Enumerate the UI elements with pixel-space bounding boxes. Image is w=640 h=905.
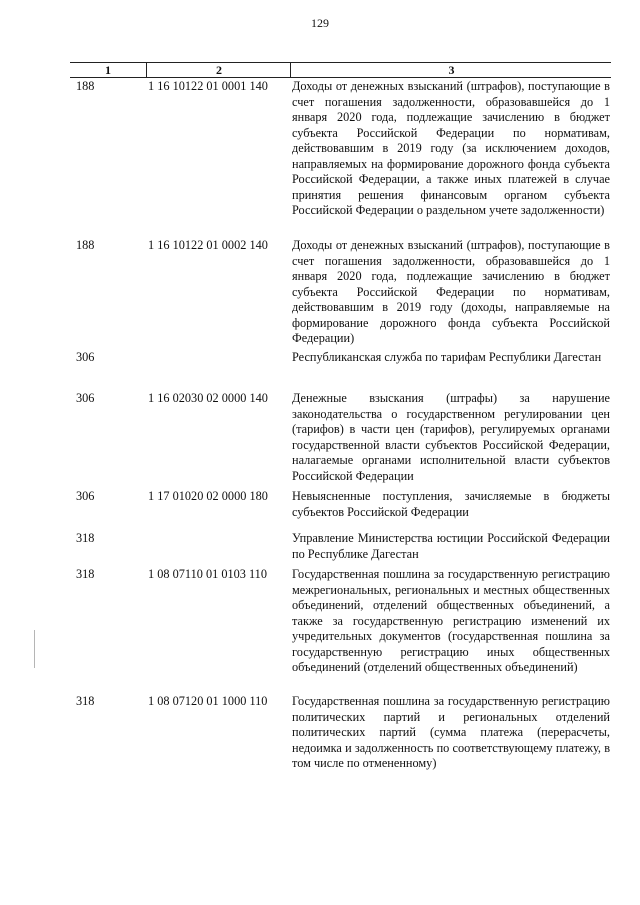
revenue-description: Республиканская служба по тарифам Республики Дагестан — [292, 350, 602, 364]
admin-code: 188 — [76, 238, 95, 252]
budget-code: 1 08 07110 01 0103 110 — [148, 567, 267, 581]
budget-code: 1 16 10122 01 0002 140 — [148, 238, 268, 252]
revenue-description: Государственная пошлина за государственную регистрацию политических партий и региональных отделений политических партий (сумма платежа (перерасчеты, недоимка и задолженность по соответствующему платежу, в том числе по отмененному) — [292, 694, 610, 770]
header-col-3: 3 — [290, 63, 612, 77]
revenue-description: Доходы от денежных взысканий (штрафов), поступающие в счет погашения задолженности, образовавшейся до 1 января 2020 года, подлежащие зачислению в бюджет субъекта Российской Федерации по нормативам, действовавшим в 2019 году (за исключением доходов, направляемых на формирование дорожного фонда субъекта Российской Федерации, а также иных платежей в случае принятия решения финансовым органом субъекта Российской Федерации о раздельном учете задолженности) — [292, 79, 610, 217]
budget-code: 1 16 10122 01 0001 140 — [148, 79, 268, 93]
page-number: 129 — [311, 16, 329, 30]
admin-code: 318 — [76, 531, 95, 545]
revenue-description: Денежные взыскания (штрафы) за нарушение законодательства о государственном регулировании цен (тарифов) в части цен (тарифов), регулируемых органами государственной власти субъектов Российской Федерации, налагаемые органами исполнительной власти субъектов Российской Федерации — [292, 391, 610, 483]
budget-code: 1 08 07120 01 1000 110 — [148, 694, 268, 708]
budget-code: 1 17 01020 02 0000 180 — [148, 489, 268, 503]
header-col-1: 1 — [105, 63, 111, 77]
revenue-description: Невыясненные поступления, зачисляемые в бюджеты субъектов Российской Федерации — [292, 489, 610, 519]
admin-code: 306 — [76, 489, 95, 503]
admin-code: 318 — [76, 694, 95, 708]
admin-code: 318 — [76, 567, 95, 581]
table-header — [70, 62, 611, 78]
admin-code: 188 — [76, 79, 95, 93]
revenue-description: Государственная пошлина за государственную регистрацию межрегиональных, региональных и местных общественных объединений, отделений общественных объединений, а также за государственную регистрацию изменений их учредительных документов (государственная пошлина за государственную регистрацию иных общественных объединений (отделений общественных объединений) — [292, 567, 610, 674]
scan-margin-mark — [34, 630, 35, 668]
admin-code: 306 — [76, 391, 95, 405]
revenue-description: Управление Министерства юстиции Российской Федерации по Республике Дагестан — [292, 531, 610, 561]
budget-code: 1 16 02030 02 0000 140 — [148, 391, 268, 405]
header-col-2: 2 — [146, 63, 291, 77]
admin-code: 306 — [76, 350, 95, 364]
revenue-description: Доходы от денежных взысканий (штрафов), поступающие в счет погашения задолженности, образовавшейся до 1 января 2020 года, подлежащие зачислению в бюджет субъекта Российской Федерации по нормативам, действовавшим в 2019 году (доходы, направляемые на формирование дорожного фонда субъекта Российской Федерации) — [292, 238, 610, 345]
